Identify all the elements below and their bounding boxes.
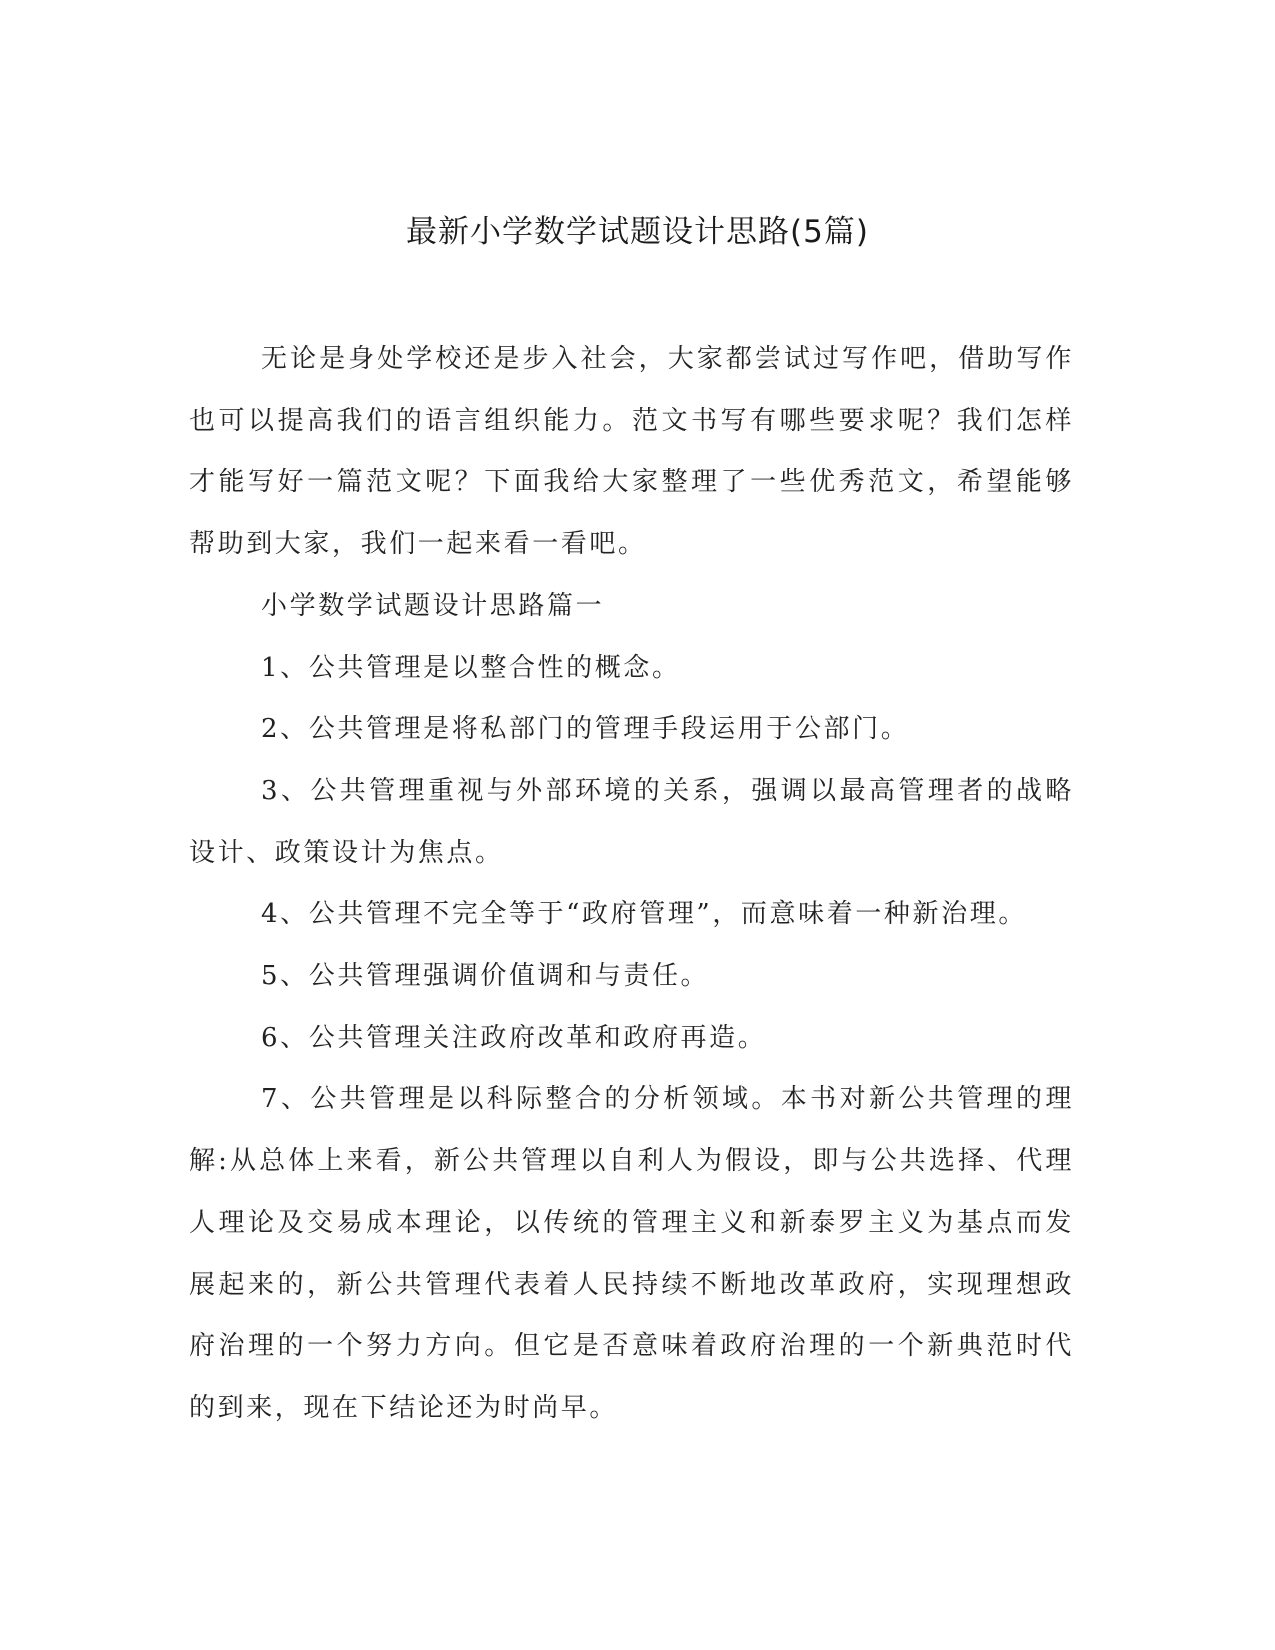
list-item: 3、公共管理重视与外部环境的关系，强调以最高管理者的战略设计、政策设计为焦点。 xyxy=(189,775,1074,868)
list-item: 2、公共管理是将私部门的管理手段运用于公部门。 xyxy=(261,714,910,745)
list-item: 4、公共管理不完全等于“政府管理”，而意味着一种新治理。 xyxy=(261,899,1027,930)
list-item: 1、公共管理是以整合性的概念。 xyxy=(261,652,681,683)
document-body xyxy=(189,329,1074,1440)
intro-paragraph: 无论是身处学校还是步入社会，大家都尝试过写作吧，借助写作也可以提高我们的语言组织能力。范文书写有哪些要求呢？我们怎样才能写好一篇范文呢？下面我给大家整理了一些优秀范文，希望能够帮助到大家，我们一起来看一看吧。 xyxy=(189,344,1074,560)
section-heading: 小学数学试题设计思路篇一 xyxy=(261,590,605,621)
list-item: 5、公共管理强调价值调和与责任。 xyxy=(261,961,710,992)
list-item: 7、公共管理是以科际整合的分析领域。本书对新公共管理的理解:从总体上来看，新公共管理以自利人为假设，即与公共选择、代理人理论及交易成本理论，以传统的管理主义和新泰罗主义为基点而发展起来的，新公共管理代表着人民持续不断地改革政府，实现理想政府治理的一个努力方向。但它是否意味着政府治理的一个新典范时代的到来，现在下结论还为时尚早。 xyxy=(189,1084,1074,1423)
document-title: 最新小学数学试题设计思路(5篇) xyxy=(406,214,869,250)
list-item: 6、公共管理关注政府改革和政府再造。 xyxy=(261,1022,767,1053)
